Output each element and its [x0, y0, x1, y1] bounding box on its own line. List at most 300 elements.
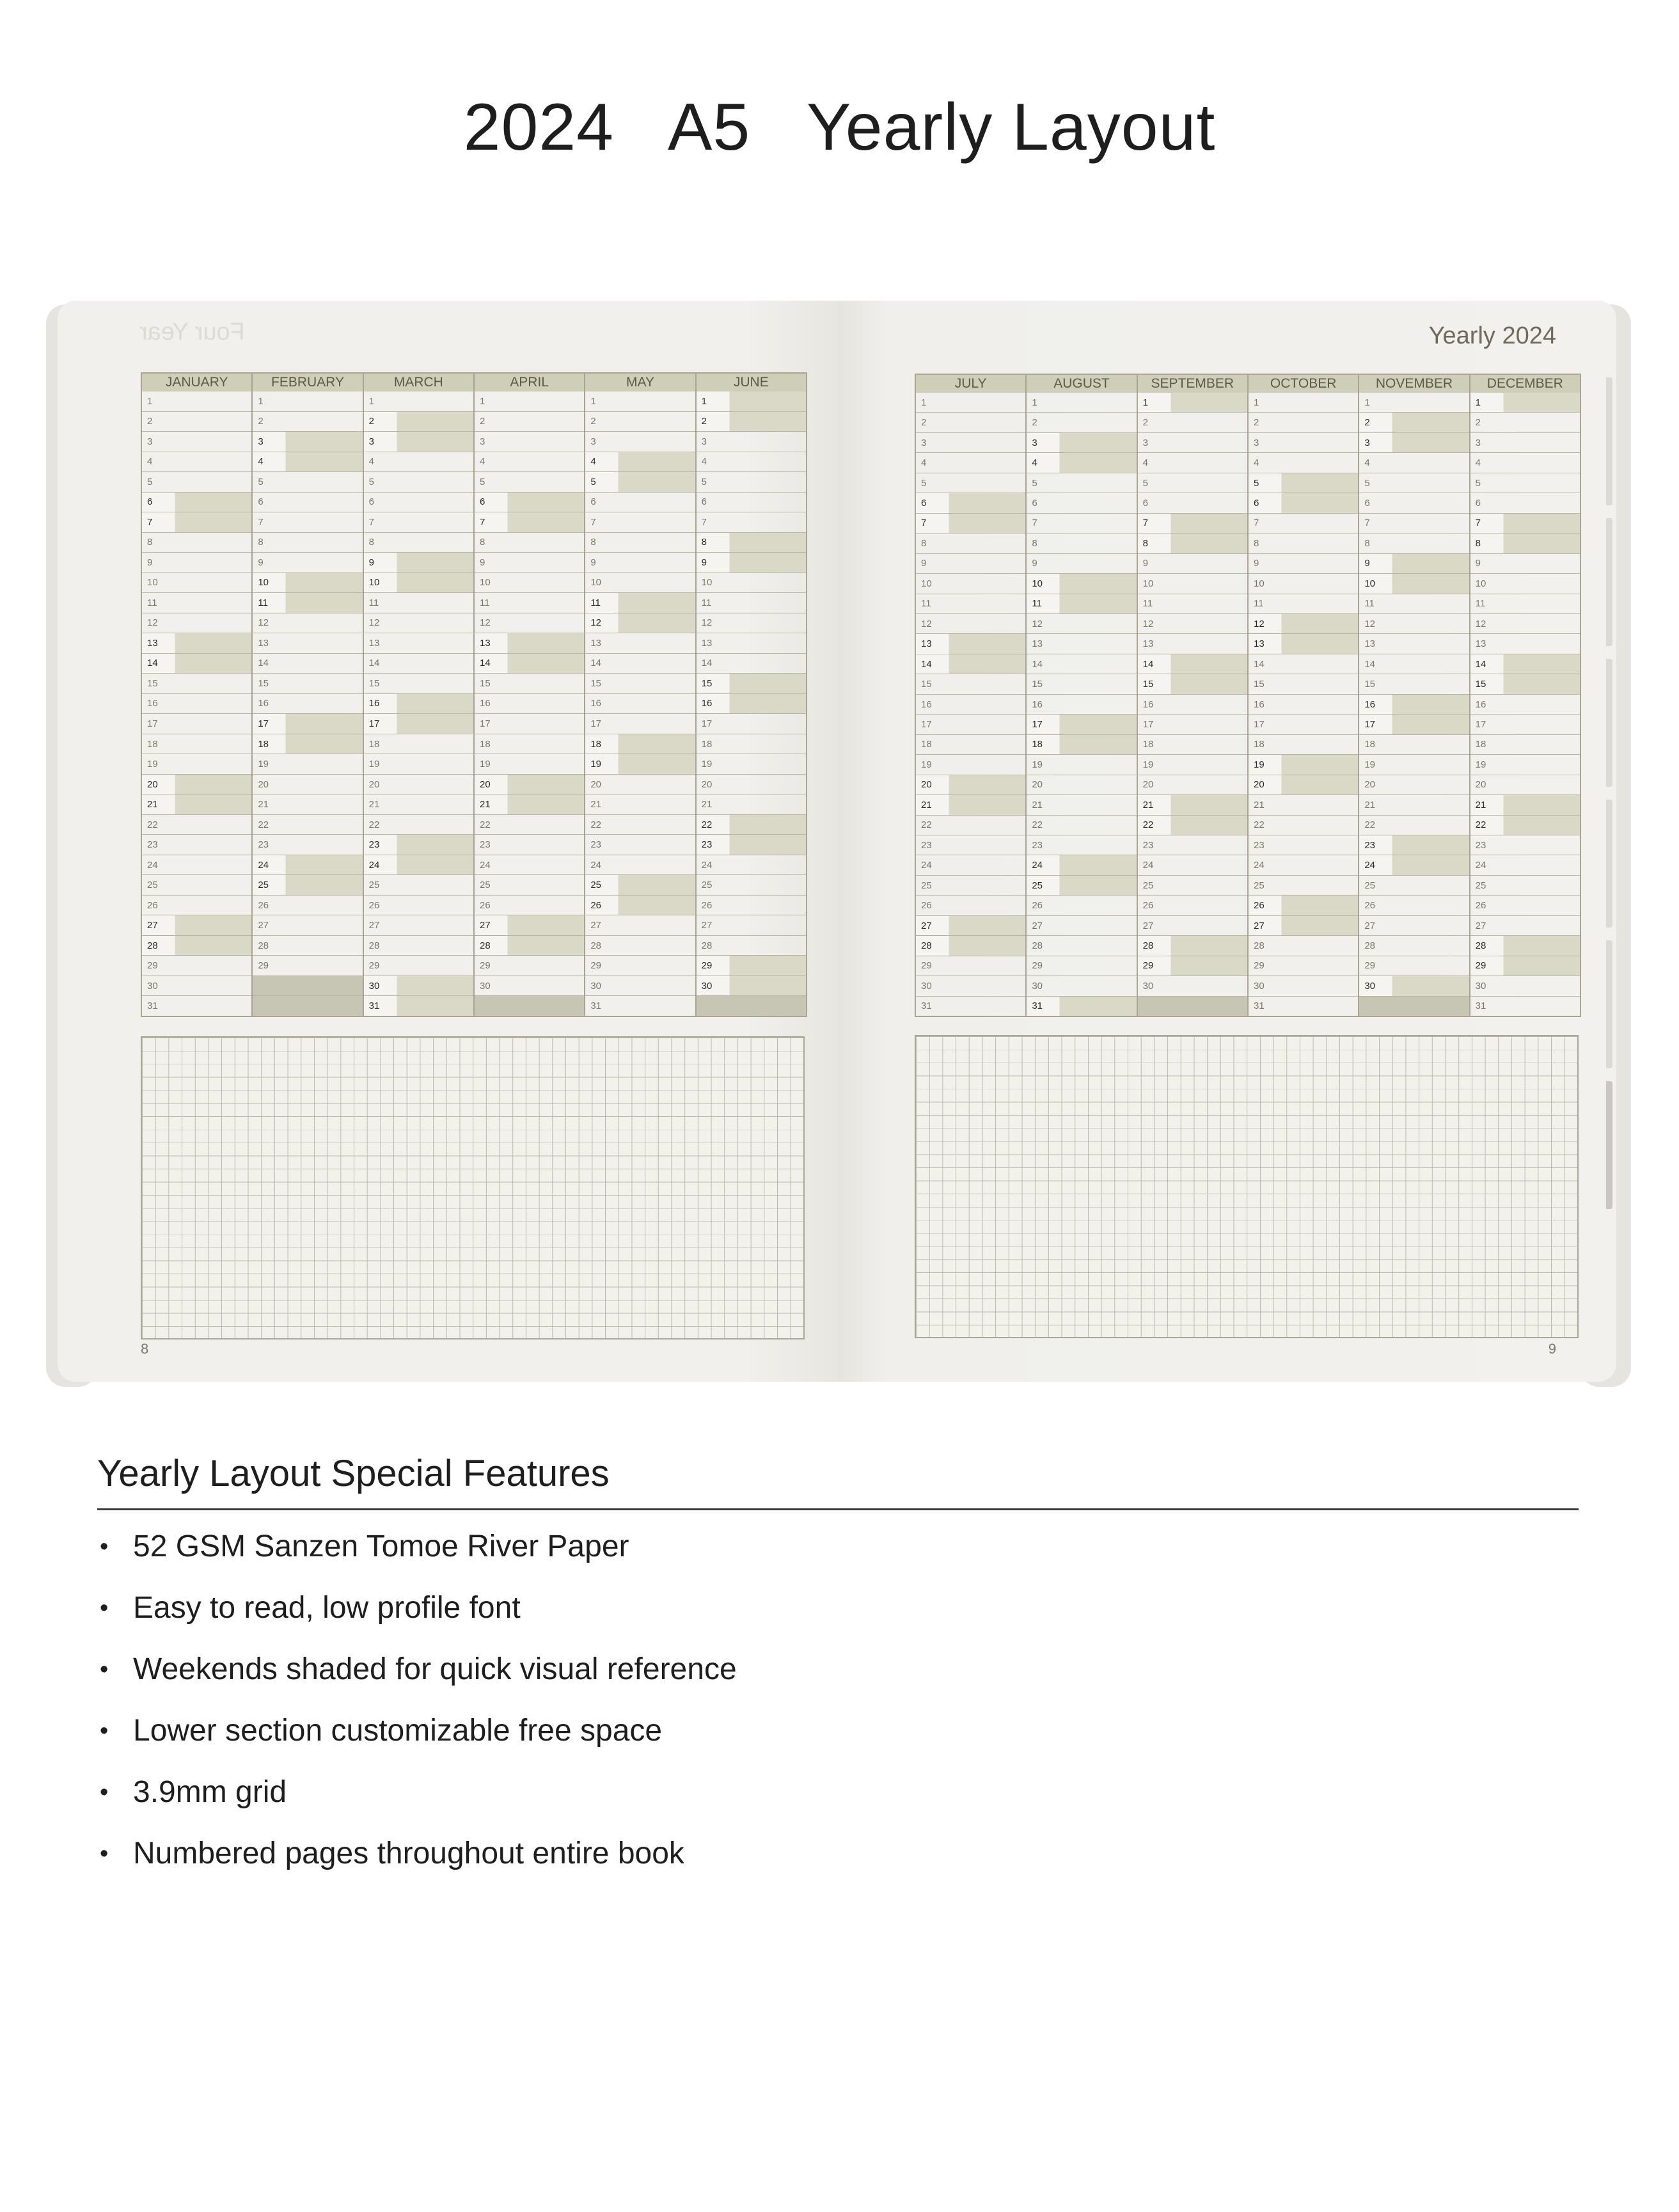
day-cell: 23 — [1359, 835, 1469, 855]
day-cell: 6 — [142, 493, 251, 513]
day-cell: 7 — [585, 512, 695, 533]
day-cell: 11 — [253, 593, 362, 613]
index-tab — [1606, 377, 1612, 505]
feature-item: • Easy to read, low profile font — [97, 1577, 737, 1639]
day-cell: 4 — [253, 452, 362, 473]
day-cell: 8 — [364, 533, 473, 553]
day-cell: 25 — [364, 875, 473, 896]
day-cell: 1 — [916, 393, 1025, 413]
day-cell: 14 — [1138, 654, 1247, 674]
day-cell: 1 — [1138, 393, 1247, 413]
feature-item: • 52 GSM Sanzen Tomoe River Paper — [97, 1516, 737, 1577]
day-cell: 16 — [364, 694, 473, 715]
day-cell: 15 — [253, 674, 362, 694]
page-number: 8 — [141, 1341, 149, 1357]
day-cell: 12 — [475, 613, 584, 634]
day-cell: 21 — [585, 794, 695, 815]
day-cell: 28 — [364, 936, 473, 956]
day-cell: 29 — [585, 956, 695, 976]
day-cell: 14 — [1470, 654, 1580, 674]
day-cell: 11 — [1470, 594, 1580, 614]
empty-day-cell — [697, 996, 806, 1016]
day-cell: 11 — [1138, 594, 1247, 614]
day-cell: 6 — [475, 493, 584, 513]
day-cell: 22 — [585, 815, 695, 835]
day-cell: 27 — [697, 915, 806, 936]
day-cell: 23 — [475, 835, 584, 855]
day-cell: 8 — [1138, 533, 1247, 553]
day-cell: 25 — [1359, 876, 1469, 896]
day-cell: 28 — [1027, 936, 1136, 956]
day-cell: 7 — [1027, 514, 1136, 533]
day-cell: 7 — [1359, 514, 1469, 533]
day-cell: 3 — [364, 432, 473, 452]
day-cell: 9 — [916, 554, 1025, 574]
day-cell: 14 — [1027, 654, 1136, 674]
index-tabs — [1605, 377, 1612, 1273]
day-cell: 18 — [253, 734, 362, 755]
bullet-icon: • — [100, 1533, 109, 1560]
day-cell: 2 — [253, 412, 362, 432]
day-cell: 25 — [475, 875, 584, 896]
bullet-icon: • — [100, 1840, 109, 1867]
day-cell: 21 — [1027, 795, 1136, 815]
day-cell: 25 — [697, 875, 806, 896]
day-cell: 15 — [585, 674, 695, 694]
day-cell: 7 — [1249, 514, 1358, 533]
day-cell: 24 — [142, 855, 251, 876]
index-tab — [1606, 1081, 1612, 1209]
day-cell: 20 — [585, 775, 695, 795]
day-cell: 15 — [1027, 674, 1136, 694]
day-cell: 7 — [1138, 514, 1247, 533]
day-cell: 19 — [585, 754, 695, 775]
day-cell: 2 — [364, 412, 473, 432]
day-cell: 8 — [1470, 533, 1580, 553]
day-cell: 4 — [1027, 453, 1136, 473]
day-cell: 31 — [1475, 1000, 1486, 1012]
day-cell: 22 — [1249, 816, 1358, 835]
day-cell: 4 — [1359, 453, 1469, 473]
day-cell: 28 — [585, 936, 695, 956]
day-cell: 15 — [475, 674, 584, 694]
feature-item: • Weekends shaded for quick visual reference — [97, 1639, 737, 1700]
month-name-march: MARCH — [364, 374, 475, 391]
day-cell: 31 — [921, 1000, 932, 1012]
day-cell: 27 — [364, 915, 473, 936]
day-cell: 11 — [475, 593, 584, 613]
day-cell: 25 — [1138, 876, 1247, 896]
day-cell: 17 — [253, 714, 362, 734]
day-cell: 7 — [142, 512, 251, 533]
empty-day-cell — [253, 996, 362, 1016]
day-cell: 13 — [1249, 634, 1358, 654]
month-column-july — [916, 393, 1027, 1016]
empty-day-cell — [475, 996, 584, 1016]
day-cell: 1 — [142, 391, 251, 412]
day-cell: 14 — [697, 654, 806, 674]
day-cell: 8 — [253, 533, 362, 553]
day-cell: 7 — [1470, 514, 1580, 533]
day-cell: 12 — [364, 613, 473, 634]
day-cell: 2 — [1470, 413, 1580, 432]
day-cell: 27 — [142, 915, 251, 936]
day-cell: 28 — [1470, 936, 1580, 956]
day-cell: 12 — [142, 613, 251, 634]
month-header-row — [142, 374, 806, 391]
day-cell: 30 — [585, 976, 695, 997]
month-column-may — [585, 391, 696, 1016]
day-cell: 18 — [1027, 735, 1136, 755]
day-cell: 17 — [1359, 715, 1469, 734]
day-cell: 17 — [697, 714, 806, 734]
day-cell: 11 — [1249, 594, 1358, 614]
day-cell: 17 — [1027, 715, 1136, 734]
day-cell: 1 — [1249, 393, 1358, 413]
day-cell: 8 — [585, 533, 695, 553]
day-cell: 9 — [1359, 554, 1469, 574]
day-cell: 2 — [475, 412, 584, 432]
day-cell: 25 — [253, 875, 362, 896]
day-cell: 6 — [253, 493, 362, 513]
day-cell: 12 — [916, 614, 1025, 634]
month-columns — [142, 391, 806, 1016]
day-cell: 13 — [364, 633, 473, 654]
day-cell: 15 — [1359, 674, 1469, 694]
day-cell: 29 — [253, 956, 362, 976]
day-cell: 23 — [916, 835, 1025, 855]
day-cell: 18 — [1470, 735, 1580, 755]
month-name-november: NOVEMBER — [1359, 375, 1470, 393]
features-heading: Yearly Layout Special Features — [97, 1453, 610, 1494]
day-cell: 13 — [916, 634, 1025, 654]
day-cell: 7 — [253, 512, 362, 533]
day-cell: 25 — [916, 876, 1025, 896]
day-cell: 22 — [364, 815, 473, 835]
day-cell: 30 — [697, 976, 806, 997]
day-cell: 25 — [1249, 876, 1358, 896]
day-cell: 29 — [1138, 956, 1247, 976]
day-cell: 29 — [697, 956, 806, 976]
day-cell: 22 — [1027, 816, 1136, 835]
day-cell: 1 — [697, 391, 806, 412]
day-cell: 15 — [142, 674, 251, 694]
calendar-jul-dec — [915, 374, 1581, 1017]
day-cell: 5 — [142, 472, 251, 493]
day-cell: 18 — [1249, 735, 1358, 755]
day-cell: 30 — [916, 976, 1025, 996]
day-cell: 19 — [1249, 755, 1358, 775]
empty-day-cell — [253, 976, 362, 997]
day-cell: 13 — [697, 633, 806, 654]
day-cell: 23 — [1470, 835, 1580, 855]
day-cell: 12 — [1249, 614, 1358, 634]
planner-spread — [46, 301, 1631, 1388]
day-cell: 25 — [585, 875, 695, 896]
day-cell: 2 — [916, 413, 1025, 432]
day-cell: 1 — [364, 391, 473, 412]
day-cell: 16 — [585, 694, 695, 715]
day-cell: 3 — [697, 432, 806, 452]
day-cell: 3 — [1138, 433, 1247, 453]
day-cell: 29 — [1470, 956, 1580, 976]
day-cell: 31 — [1027, 997, 1136, 1016]
index-tab — [1606, 940, 1612, 1068]
day-cell: 21 — [1249, 795, 1358, 815]
day-cell: 17 — [916, 715, 1025, 734]
day-cell: 29 — [1249, 956, 1358, 976]
feature-item: • Numbered pages throughout entire book — [97, 1823, 737, 1884]
day-cell: 10 — [364, 573, 473, 594]
day-cell: 23 — [142, 835, 251, 855]
month-name-april: APRIL — [475, 374, 585, 391]
day-cell: 5 — [253, 472, 362, 493]
day-cell: 22 — [1359, 816, 1469, 835]
day-cell: 29 — [475, 956, 584, 976]
day-cell: 30 — [1249, 976, 1358, 996]
day-cell: 10 — [142, 573, 251, 594]
day-cell: 11 — [364, 593, 473, 613]
day-cell: 4 — [585, 452, 695, 473]
day-cell: 9 — [142, 553, 251, 573]
day-cell: 9 — [697, 553, 806, 573]
day-cell: 30 — [1470, 976, 1580, 996]
day-cell: 28 — [1249, 936, 1358, 956]
day-cell: 19 — [1359, 755, 1469, 775]
day-cell: 12 — [697, 613, 806, 634]
day-cell: 13 — [475, 633, 584, 654]
day-cell: 21 — [364, 794, 473, 815]
feature-item: • Lower section customizable free space — [97, 1700, 737, 1762]
day-cell: 28 — [1138, 936, 1247, 956]
day-cell: 15 — [364, 674, 473, 694]
day-cell: 16 — [142, 694, 251, 715]
day-cell: 1 — [1470, 393, 1580, 413]
day-cell: 4 — [475, 452, 584, 473]
day-cell: 24 — [1138, 855, 1247, 875]
day-cell: 22 — [916, 816, 1025, 835]
day-cell: 16 — [916, 695, 1025, 715]
day-cell: 3 — [142, 432, 251, 452]
day-cell: 30 — [1027, 976, 1136, 996]
day-cell: 14 — [364, 654, 473, 674]
day-cell: 1 — [1359, 393, 1469, 413]
month-column-december — [1470, 393, 1580, 1016]
day-cell: 21 — [1470, 795, 1580, 815]
day-cell: 20 — [1249, 775, 1358, 795]
month-name-august: AUGUST — [1027, 375, 1137, 393]
day-cell: 6 — [697, 493, 806, 513]
month-name-september: SEPTEMBER — [1138, 375, 1249, 393]
day-cell: 19 — [364, 754, 473, 775]
day-cell: 7 — [364, 512, 473, 533]
day-cell: 13 — [142, 633, 251, 654]
day-cell: 14 — [1249, 654, 1358, 674]
day-cell: 16 — [1470, 695, 1580, 715]
day-cell: 21 — [1138, 795, 1247, 815]
day-cell: 30 — [1138, 976, 1247, 996]
day-cell: 20 — [697, 775, 806, 795]
day-cell: 30 — [1359, 976, 1469, 996]
bullet-icon: • — [100, 1595, 109, 1622]
day-cell: 20 — [1138, 775, 1247, 795]
day-cell: 13 — [253, 633, 362, 654]
day-cell: 4 — [697, 452, 806, 473]
day-cell: 26 — [1470, 896, 1580, 915]
day-cell: 29 — [1027, 956, 1136, 976]
page-title: 2024 A5 Yearly Layout — [463, 90, 1216, 164]
day-cell: 24 — [475, 855, 584, 876]
day-cell: 20 — [916, 775, 1025, 795]
month-name-may: MAY — [585, 374, 696, 391]
day-cell: 24 — [253, 855, 362, 876]
day-cell: 18 — [697, 734, 806, 755]
index-tab — [1606, 800, 1612, 928]
day-cell: 27 — [253, 915, 362, 936]
day-cell: 2 — [697, 412, 806, 432]
day-cell: 20 — [1470, 775, 1580, 795]
day-cell: 12 — [1470, 614, 1580, 634]
day-cell: 10 — [475, 573, 584, 594]
day-cell: 21 — [475, 794, 584, 815]
day-cell: 11 — [142, 593, 251, 613]
day-cell: 14 — [916, 654, 1025, 674]
day-cell: 3 — [253, 432, 362, 452]
day-cell: 27 — [1470, 916, 1580, 936]
day-cell: 26 — [1359, 896, 1469, 915]
day-cell: 26 — [916, 896, 1025, 915]
day-cell: 6 — [1138, 493, 1247, 513]
day-cell: 5 — [1249, 473, 1358, 493]
day-cell: 23 — [585, 835, 695, 855]
day-cell: 29 — [364, 956, 473, 976]
day-cell: 7 — [697, 512, 806, 533]
day-cell: 28 — [916, 936, 1025, 956]
day-cell: 24 — [916, 855, 1025, 875]
day-cell: 20 — [364, 775, 473, 795]
day-cell: 10 — [1470, 574, 1580, 594]
empty-day-cell — [1359, 997, 1469, 1016]
feature-item: • 3.9mm grid — [97, 1762, 737, 1823]
day-cell: 11 — [1359, 594, 1469, 614]
day-cell: 22 — [253, 815, 362, 835]
day-cell: 17 — [142, 714, 251, 734]
day-cell: 31 — [590, 1000, 601, 1012]
day-cell: 21 — [916, 795, 1025, 815]
day-cell: 28 — [253, 936, 362, 956]
day-cell: 27 — [475, 915, 584, 936]
day-cell: 18 — [364, 734, 473, 755]
day-cell: 11 — [697, 593, 806, 613]
day-cell: 14 — [475, 654, 584, 674]
month-name-january: JANUARY — [142, 374, 253, 391]
day-cell: 19 — [1470, 755, 1580, 775]
day-cell: 31 — [364, 996, 473, 1016]
day-cell: 10 — [1138, 574, 1247, 594]
bleed-through-text: Four Year — [139, 319, 245, 345]
month-name-october: OCTOBER — [1249, 375, 1359, 393]
month-name-july: JULY — [916, 375, 1027, 393]
day-cell: 22 — [697, 815, 806, 835]
day-cell: 20 — [1359, 775, 1469, 795]
left-page — [58, 301, 839, 1382]
day-cell: 17 — [364, 714, 473, 734]
day-cell: 23 — [1138, 835, 1247, 855]
day-cell: 22 — [1470, 816, 1580, 835]
day-cell: 16 — [1249, 695, 1358, 715]
day-cell: 5 — [1138, 473, 1247, 493]
day-cell: 4 — [1138, 453, 1247, 473]
day-cell: 27 — [1138, 916, 1247, 936]
day-cell: 18 — [475, 734, 584, 755]
day-cell: 6 — [1027, 493, 1136, 513]
day-cell: 10 — [1249, 574, 1358, 594]
day-cell: 13 — [1138, 634, 1247, 654]
day-cell: 31 — [1253, 1000, 1265, 1012]
month-column-april — [475, 391, 585, 1016]
day-cell: 10 — [585, 573, 695, 594]
free-space-grid — [141, 1036, 805, 1339]
day-cell: 20 — [475, 775, 584, 795]
day-cell: 1 — [1027, 393, 1136, 413]
day-cell: 17 — [475, 714, 584, 734]
day-cell: 10 — [916, 574, 1025, 594]
day-cell: 1 — [475, 391, 584, 412]
day-cell: 16 — [475, 694, 584, 715]
day-cell: 19 — [1138, 755, 1247, 775]
day-cell: 11 — [585, 593, 695, 613]
day-cell: 14 — [142, 654, 251, 674]
day-cell: 27 — [1359, 916, 1469, 936]
day-cell: 9 — [364, 553, 473, 573]
day-cell: 13 — [585, 633, 695, 654]
free-space-grid — [915, 1035, 1579, 1338]
day-cell: 4 — [142, 452, 251, 473]
day-cell: 19 — [916, 755, 1025, 775]
day-cell: 21 — [1359, 795, 1469, 815]
day-cell: 5 — [475, 472, 584, 493]
day-cell: 19 — [253, 754, 362, 775]
day-cell: 12 — [585, 613, 695, 634]
day-cell: 15 — [697, 674, 806, 694]
day-cell: 23 — [1027, 835, 1136, 855]
day-cell: 10 — [1359, 574, 1469, 594]
day-cell: 6 — [1359, 493, 1469, 513]
day-cell: 3 — [1027, 433, 1136, 453]
day-cell: 26 — [364, 896, 473, 916]
day-cell: 18 — [585, 734, 695, 755]
day-cell: 25 — [1470, 876, 1580, 896]
day-cell: 27 — [916, 916, 1025, 936]
day-cell: 5 — [585, 472, 695, 493]
day-cell: 9 — [253, 553, 362, 573]
month-column-september — [1138, 393, 1249, 1016]
day-cell: 24 — [364, 855, 473, 876]
day-cell: 5 — [916, 473, 1025, 493]
day-cell: 2 — [1359, 413, 1469, 432]
day-cell: 20 — [1027, 775, 1136, 795]
day-cell: 24 — [1359, 855, 1469, 875]
day-cell: 5 — [1359, 473, 1469, 493]
day-cell: 23 — [253, 835, 362, 855]
day-cell: 8 — [1027, 533, 1136, 553]
day-cell: 9 — [585, 553, 695, 573]
day-cell: 24 — [1027, 855, 1136, 875]
day-cell: 9 — [1027, 554, 1136, 574]
day-cell: 25 — [142, 875, 251, 896]
day-cell: 6 — [916, 493, 1025, 513]
day-cell: 13 — [1359, 634, 1469, 654]
